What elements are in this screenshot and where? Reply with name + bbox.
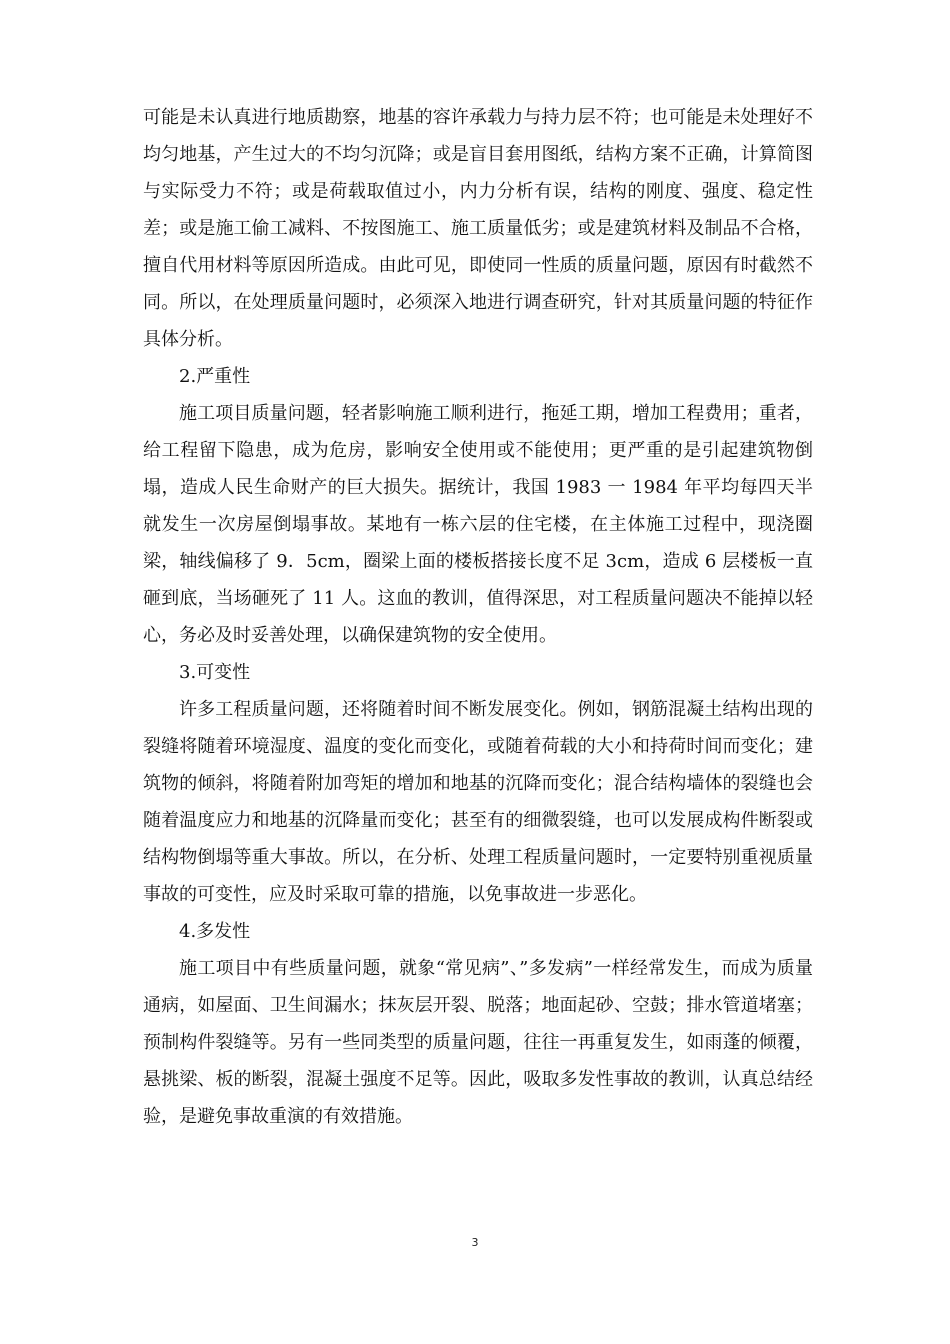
paragraph-variability: 许多工程质量问题，还将随着时间不断发展变化。例如，钢筋混凝土结构出现的裂缝将随着环境湿度、温度的变化而变化，或随着荷载的大小和持荷时间而变化；建筑物的倾斜，将随着附加弯矩的增加和地基的沉降而变化；混合结构墙体的裂缝也会随着温度应力和地基的沉降量而变化；甚至有的细微裂缝，也可以发展成构件断裂或结构物倒塌等重大事故。所以，在分析、处理工程质量问题时，一定要特别重视质量事故的可变性，应及时采取可靠的措施，以免事故进一步恶化。 bbox=[143, 699, 813, 905]
section-heading-frequency: 4.多发性 bbox=[179, 921, 251, 942]
paragraph-cause-analysis: 可能是未认真进行地质勘察，地基的容许承载力与持力层不符；也可能是未处理好不均匀地基，产生过大的不均匀沉降；或是盲目套用图纸，结构方案不正确，计算简图与实际受力不符；或是荷载取值过小，内力分析有误，结构的刚度、强度、稳定性差；或是施工偷工减料、不按图施工、施工质量低劣；或是建筑材料及制品不合格，擅自代用材料等原因所造成。由此可见，即使同一性质的质量问题，原因有时截然不同。所以，在处理质量问题时，必须深入地进行调查研究，针对其质量问题的特征作具体分析。 bbox=[143, 107, 813, 350]
section-heading-severity: 2.严重性 bbox=[179, 366, 251, 387]
paragraph-severity: 施工项目质量问题，轻者影响施工顺利进行，拖延工期，增加工程费用；重者，给工程留下隐患，成为危房，影响安全使用或不能使用；更严重的是引起建筑物倒塌，造成人民生命财产的巨大损失。据统计，我国 1983 一 1984 年平均每四天半就发生一次房屋倒塌事故。某地有一栋六层的住宅楼，在主体施工过程中，现浇圈梁，轴线偏移了 9．5cm，圈梁上面的楼板搭接长度不足 3cm，造成 6 层楼板一直砸到底，当场砸死了 11 人。这血的教训，值得深思，对工程质量问题决不能掉以轻心，务必及时妥善处理，以确保建筑物的安全使用。 bbox=[143, 403, 813, 646]
section-heading-variability: 3.可变性 bbox=[179, 662, 251, 683]
paragraph-frequency: 施工项目中有些质量问题，就象“常见病”、”多发病”一样经常发生，而成为质量通病，如屋面、卫生间漏水；抹灰层开裂、脱落；地面起砂、空鼓；排水管道堵塞；预制构件裂缝等。另有一些同类型的质量问题，往往一再重复发生，如雨蓬的倾覆，悬挑梁、板的断裂，混凝土强度不足等。因此，吸取多发性事故的教训，认真总结经验，是避免事故重演的有效措施。 bbox=[143, 958, 813, 1127]
page-number: 3 bbox=[471, 1236, 479, 1249]
document-body bbox=[143, 99, 813, 1135]
